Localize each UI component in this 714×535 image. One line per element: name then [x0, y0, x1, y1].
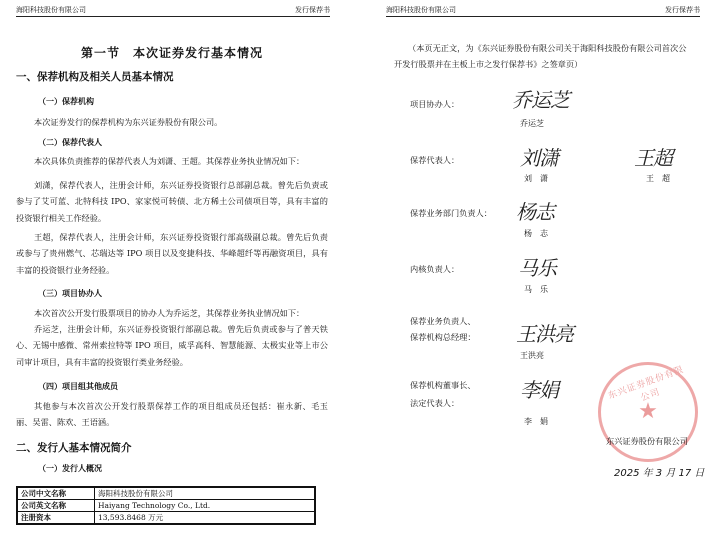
- table-row: [17, 500, 315, 512]
- header-doc-type: 发行保荐书: [295, 6, 330, 14]
- label-representative: 保荐代表人：: [410, 155, 460, 165]
- subheading-team: （四）项目组其他成员: [38, 381, 118, 391]
- signature-assistant: 乔运芝: [512, 88, 569, 112]
- name-rep-1: 刘 潇: [524, 174, 548, 183]
- signature-business-head: 王洪亮: [516, 322, 573, 346]
- table-key: 公司中文名称: [17, 487, 95, 500]
- label-business-head-2: 保荐机构总经理：: [410, 332, 476, 342]
- label-assistant: 项目协办人：: [410, 99, 460, 109]
- right-page-header: [386, 5, 700, 17]
- label-chairman-2: 法定代表人：: [410, 398, 460, 408]
- header-company: 海阳科技股份有限公司: [386, 6, 456, 14]
- subheading-representatives: （二）保荐代表人: [38, 137, 102, 147]
- header-doc-type: 发行保荐书: [665, 6, 700, 14]
- table-row: [17, 512, 315, 525]
- seal-text: 东兴证券股份有限公司: [606, 364, 686, 404]
- page-gutter: [344, 0, 370, 535]
- signature-department-head: 杨志: [516, 200, 554, 224]
- signature-rep-2: 王超: [634, 146, 672, 170]
- company-seal: [598, 362, 698, 462]
- label-business-head-1: 保荐业务负责人、: [410, 316, 476, 326]
- section-heading-1: 一、保荐机构及相关人员基本情况: [16, 71, 174, 83]
- name-chairman: 李 娟: [524, 417, 548, 426]
- table-key: 公司英文名称: [17, 500, 95, 512]
- signature-rep-1: 刘潇: [520, 146, 558, 170]
- signature-core-head: 马乐: [518, 256, 556, 280]
- right-page: [370, 0, 714, 535]
- paragraph-team: 其他参与本次首次公开发行股票保荐工作的项目组成员还包括：崔永新、毛玉丽、吴雷、陈欢、王语涵。: [16, 401, 328, 428]
- signing-date: 2025 年 3 月 17 日: [614, 468, 705, 479]
- subheading-sponsor: （一）保荐机构: [38, 96, 94, 106]
- left-page-header: [16, 5, 330, 17]
- issuer-info-table: [16, 486, 316, 525]
- subheading-issuer: （一）发行人概况: [38, 463, 102, 473]
- table-row: [17, 487, 315, 500]
- label-department-head: 保荐业务部门负责人：: [410, 208, 492, 218]
- paragraph-assistant: 本次首次公开发行股票项目的协办人为乔运芝，其保荐业务执业情况如下：: [34, 308, 305, 318]
- paragraph-wang-chao: 王超，保荐代表人，注册会计师，东兴证券投资银行部高级副总裁。曾先后负责或参与了贵州燃气、芯瑞达等 IPO 项目以及变捷科技、华峰超纤等再融资项目，具有丰富的投资银行业务经验。: [16, 232, 328, 275]
- paragraph-qiao-yunzhi: 乔运芝，注册会计师，东兴证券投资银行部副总裁。曾先后负责或参与了普天铁心、无锡中感微、常州索拉特等 IPO 项目，威孚高科、智慧能源、太极实业等上市公司审计项目，具有丰富的投资银行类业务经验。: [16, 324, 328, 367]
- signature-chairman: 李娟: [520, 378, 558, 402]
- label-chairman-1: 保荐机构董事长、: [410, 380, 476, 390]
- section-heading-2: 二、发行人基本情况简介: [16, 442, 132, 454]
- name-rep-2: 王 超: [646, 174, 670, 183]
- table-value: 13,593.8468 万元: [95, 512, 316, 525]
- name-business-head: 王洪亮: [520, 351, 544, 360]
- header-company: 海阳科技股份有限公司: [16, 6, 86, 14]
- table-key: 注册资本: [17, 512, 95, 525]
- left-page: [0, 0, 344, 535]
- table-value: 海阳科技股份有限公司: [95, 487, 316, 500]
- signature-page-note: （本页无正文，为《东兴证券股份有限公司关于海阳科技股份有限公司首次公开发行股票并在主板上市之发行保荐书》之签章页）: [394, 43, 687, 69]
- name-department-head: 杨 志: [524, 229, 548, 238]
- label-core-head: 内核负责人：: [410, 264, 460, 274]
- paragraph-representatives: 本次具体负责推荐的保荐代表人为刘潇、王超。其保荐业务执业情况如下：: [34, 156, 305, 166]
- paragraph-sponsor: 本次证券发行的保荐机构为东兴证券股份有限公司。: [34, 117, 223, 127]
- subheading-assistant: （三）项目协办人: [38, 288, 102, 298]
- name-assistant: 乔运芝: [520, 119, 544, 128]
- page-title: 第一节 本次证券发行基本情况: [80, 46, 263, 60]
- firm-name: 东兴证券股份有限公司: [606, 436, 688, 446]
- seal-star-icon: ★: [638, 399, 658, 424]
- name-core-head: 马 乐: [524, 285, 548, 294]
- paragraph-liu-xiao: 刘潇，保荐代表人，注册会计师，东兴证券投资银行总部副总裁。曾先后负责或参与了艾可蓝、北特科技 IPO、家家悦可转债、北方稀土公司债项目等，具有丰富的投资银行相关工作经验。: [16, 180, 328, 223]
- table-value: Haiyang Technology Co., Ltd.: [95, 500, 316, 512]
